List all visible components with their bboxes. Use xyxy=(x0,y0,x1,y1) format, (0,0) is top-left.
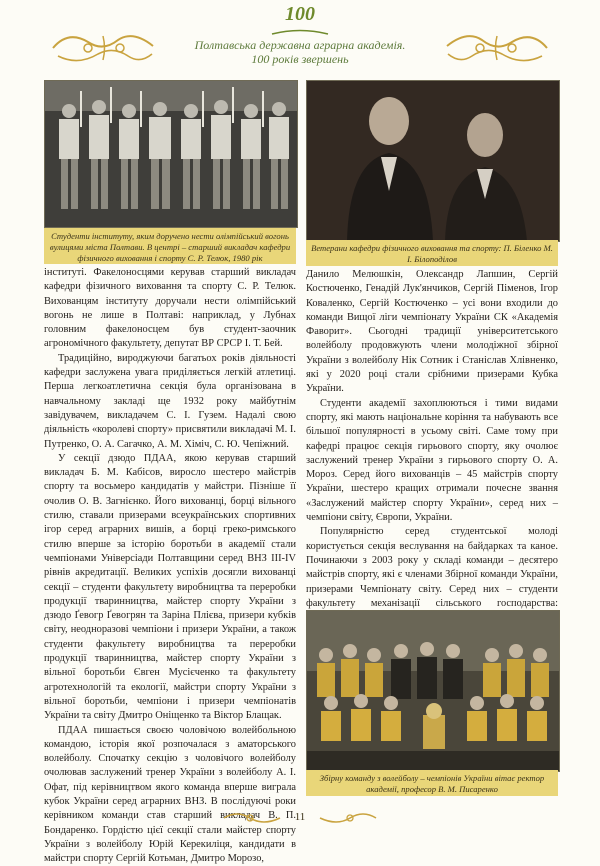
logo-number: 100 xyxy=(268,4,332,24)
caption-volleyball-team: Збірну команду з волейболу – чемпіонів України вітає ректор академії, професор В. М. Писаренко xyxy=(306,770,558,796)
right-paragraph: Данило Мелюшкін, Олександр Лапшин, Сергій Костюченко, Генадій Лук'янчиков, Сергій Піменов, Ігор Коваленко, Сергій Костюченко – усі вони входили до команди Вищої ліги чемпіонату України СК «Академія Фаворит». Сьогодні традиції університетського волейболу продовжують члени молодіжної збірної України з волейболу Нік Сотник і Станіслав Хлівненко, які у 2020 році стали срібними призерами Кубка України. xyxy=(306,268,558,397)
left-text-column xyxy=(44,266,296,866)
right-paragraph: Популярністю серед студентської молоді користується секція веслування на байдарках та каное. Починаючи з 2003 року у складі команди – десятеро майстрів спорту, які є членами Збірної команди України, призерами Чемпіонату світу. Серед них – студенти факультету механізації сільського господарства: xyxy=(306,525,558,668)
footer-ornament-left-icon xyxy=(222,810,282,826)
left-paragraph: У секції дзюдо ПДАА, якою керував старший викладач Б. М. Кабісов, виросло шестеро майстрів спорту та восьмеро кандидатів у майстри. Пізніше її очолив О. В. Загнієнко. Його вихованці, борці вільного стилю, ставали призерами всеукраїнських спортивних ігор серед аграрних вишів, а борці греко-римського стилю вперше за історію боротьби в академії стали чемпіонами Універсіади Полтавщини серед ВНЗ III-IV рівнів акредитації. Великих успіхів досягли вихованці секції – студенти факультету виробництва та переробки продукції тваринництва, майстер спорту України з дзюдо Ґевогр Ґевогрян та Заріна Плієва, призери кубків світу, неодноразові чемпіони і призери України, а також студенти факультету виробництва та переробки продукції тваринництва, майстер спорту України з вільної боротьби Євген Мусієченко та факультету агротехнологій та екології, майстри спорту України з вільної боротьби, чемпіони і призери чемпіонатів України та світу Дмитро Оніщенко та Віктор Блащак. xyxy=(44,452,296,724)
volleyball-team-image-icon xyxy=(307,611,559,771)
left-paragraph: ПДАА пишається своєю чоловічою волейбольною командою, історія якої розпочалася з аматорського волейболу. Спочатку секцію з чоловічого волейболу очолював заслужений тренер України з волейболу А. І. Офат, під керівництвом якого команда вперше виграла кубок України серед аграрних ВНЗ. В послідуючі роки керівником команди став старший викладач В. П. Бондаренко. Гордістю цієї секції стали майстер спорту України з волейболу Юрій Керекиліця, кандидати в майстри спорту Сергій Котьман, Дмитро Морозо, xyxy=(44,724,296,866)
photo-torchbearers xyxy=(44,80,298,228)
right-paragraph: Студенти академії захоплюються і тими видами спорту, які мають національне коріння та набувають все більшої популярності в усьому світі. Саме тому при кафедрі працює секція гирьового спорту, яку очолює заслужений тренер України з гирьового спорту О. А. Мороз. Серед його вихованців – 45 майстрів спорту України, шестеро кращих отримали почесне звання «Заслужений майстер спорту України», серед них – чемпіони світу, Європи, України. xyxy=(306,397,558,526)
photo-volleyball-team xyxy=(306,610,560,772)
right-text-column xyxy=(306,268,558,668)
caption-torchbearers: Студенти інституту, яким доручено нести олімпійський вогонь вулицями міста Полтави. В центрі – старший викладач кафедри фізичного виховання і спорту С. Р. Телюк, 1980 рік xyxy=(44,228,296,264)
page-header xyxy=(0,0,600,72)
header-title-line1: Полтавська державна аграрна академія. xyxy=(160,38,440,52)
footer-ornament-right-icon xyxy=(318,810,378,826)
veterans-image-icon xyxy=(307,81,559,241)
caption-veterans: Ветерани кафедри фізичного виховання та спорту: П. Біленко М. І. Білоподілов xyxy=(306,240,558,266)
page-number: 11 xyxy=(290,811,310,823)
photo-veterans xyxy=(306,80,560,242)
header-title-line2: 100 років звершень xyxy=(160,52,440,66)
left-paragraph: інституті. Факелоносцями керував старший викладач кафедри фізичного виховання та спорту С. Р. Телюк. Вихованцям інституту доручали нести олімпійський вогонь не лише в Полтаві: наприклад, у Лубнах головним факелоносцем був студент-заочник агрономічного факультету, депутат ВР СРСР І. Т. Бей. xyxy=(44,266,296,352)
ornament-left-icon xyxy=(48,28,158,68)
left-paragraph: Традиційно, вироджуючи багатьох років діяльності кафедри заслужена увага приділяється легкій атлетиці. Перша легкоатлетична секція була організована в навчальному закладі ще 1932 року майбутнім завідувачем, викладачем С. І. Гузем. Надалі свою діяльність «королеві спорту» присвятили викладачі М. І. Путренко, О. А. Сагачко, А. М. Хіміч, С. Ю. Чепіжний. xyxy=(44,352,296,452)
torchbearers-image-icon xyxy=(45,81,297,227)
logo-swoosh-icon xyxy=(268,29,332,37)
ornament-right-icon xyxy=(442,28,552,68)
anniversary-logo xyxy=(268,4,332,32)
